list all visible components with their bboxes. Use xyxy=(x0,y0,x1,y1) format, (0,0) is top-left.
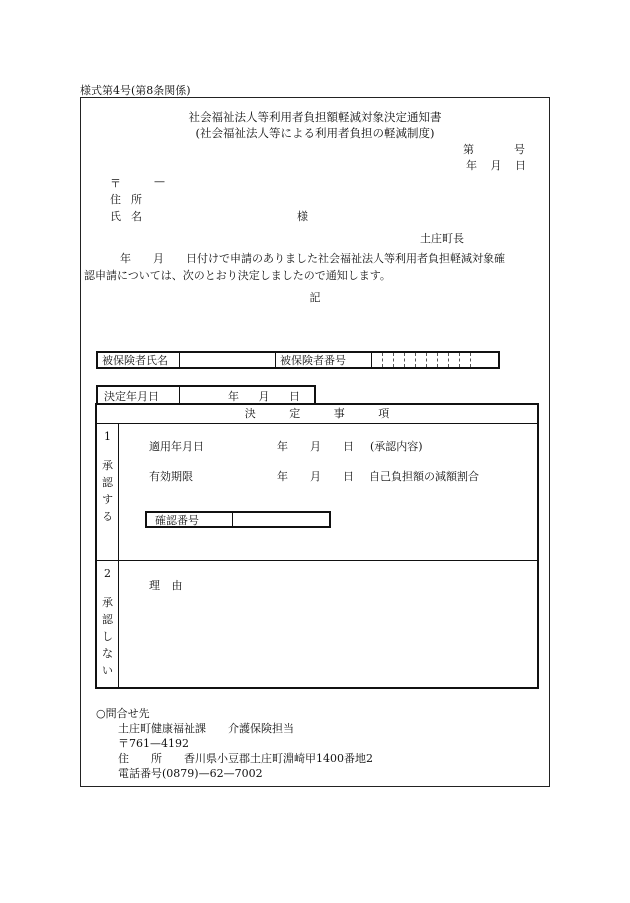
contact-tel: 電話番号(0879)—62—7002 xyxy=(118,767,263,780)
section-deny xyxy=(97,561,537,687)
confirm-number-field[interactable] xyxy=(233,513,329,526)
contact-heading: ○問合せ先 xyxy=(96,707,150,720)
insured-name-field[interactable] xyxy=(180,353,276,367)
document-number-suffix: 号 xyxy=(514,143,525,156)
section-deny-label xyxy=(97,561,119,687)
reason-label: 理 由 xyxy=(149,579,183,592)
valid-until-label: 有効期限 xyxy=(149,470,193,483)
vertical-char: 認 xyxy=(102,476,113,489)
issue-date: 年 月 日 xyxy=(466,159,526,172)
contact-postal: 〒761—4192 xyxy=(118,737,189,750)
vertical-char: る xyxy=(102,510,113,523)
approval-content: (承認内容) xyxy=(370,440,423,453)
section-deny-vertical xyxy=(97,594,118,679)
insured-number-digit[interactable] xyxy=(416,353,427,367)
insured-number-digit[interactable] xyxy=(438,353,449,367)
insured-number-digit[interactable] xyxy=(405,353,416,367)
section-approve-number: 1 xyxy=(104,430,111,443)
body-text-line2: 認申請については、次のとおり決定しましたので通知します。 xyxy=(84,269,391,282)
address-label: 住所 xyxy=(110,193,152,206)
insured-number-digit[interactable] xyxy=(427,353,438,367)
insured-number-field[interactable] xyxy=(372,353,498,367)
vertical-char: 認 xyxy=(102,613,113,626)
section-approve-label xyxy=(97,424,119,560)
postal-mark: 〒 xyxy=(110,177,121,190)
postal-dash: — xyxy=(154,175,165,188)
insured-number-digit[interactable] xyxy=(449,353,460,367)
insured-name-label: 被保険者氏名 xyxy=(98,353,180,367)
vertical-char: 承 xyxy=(102,459,113,472)
issuer-name: 土庄町長 xyxy=(420,232,464,245)
vertical-char: 承 xyxy=(102,596,113,609)
insured-info-table xyxy=(96,351,500,369)
section-approve xyxy=(97,424,537,561)
section-deny-number: 2 xyxy=(104,567,111,580)
valid-until-value[interactable]: 年 月 日 xyxy=(277,470,354,483)
insured-number-label: 被保険者番号 xyxy=(276,353,372,367)
insured-number-digit[interactable] xyxy=(372,353,383,367)
form-code: 様式第4号(第8条関係) xyxy=(80,84,191,97)
document-number-label: 第 xyxy=(463,143,474,156)
ki-heading: 記 xyxy=(309,291,321,304)
section-approve-vertical xyxy=(97,457,118,525)
vertical-char: す xyxy=(102,493,113,506)
vertical-char: し xyxy=(102,630,113,643)
document-subtitle: (社会福祉法人等による利用者負担の軽減制度) xyxy=(195,126,435,140)
insured-number-digits xyxy=(372,353,482,367)
decision-table xyxy=(95,403,539,689)
confirm-number-box xyxy=(145,511,331,528)
vertical-char: い xyxy=(102,664,113,677)
contact-department: 土庄町健康福祉課 介護保険担当 xyxy=(118,722,294,735)
name-label: 氏名 xyxy=(110,210,152,223)
insured-number-digit[interactable] xyxy=(394,353,405,367)
decision-header: 決 定 事 項 xyxy=(97,405,537,424)
apply-date-label: 適用年月日 xyxy=(149,440,204,453)
insured-number-digit[interactable] xyxy=(460,353,471,367)
insured-number-digit[interactable] xyxy=(471,353,482,367)
body-text-line1: 年 月 日付けで申請のありました社会福祉法人等利用者負担軽減対象確 xyxy=(120,252,505,265)
confirm-number-label: 確認番号 xyxy=(147,513,233,526)
vertical-char: な xyxy=(102,647,113,660)
apply-date-value[interactable]: 年 月 日 xyxy=(277,440,354,453)
decision-date-field[interactable]: 年 月 日 xyxy=(228,389,300,403)
reduction-rate-label: 自己負担額の減額割合 xyxy=(369,470,479,483)
contact-address: 住 所 香川県小豆郡土庄町淵崎甲1400番地2 xyxy=(118,752,373,765)
document-title: 社会福祉法人等利用者負担額軽減対象決定通知書 xyxy=(188,110,442,124)
insured-number-digit[interactable] xyxy=(383,353,394,367)
honorific: 様 xyxy=(297,210,308,223)
decision-date-table xyxy=(96,385,316,404)
decision-date-label: 決定年月日 xyxy=(98,387,180,404)
